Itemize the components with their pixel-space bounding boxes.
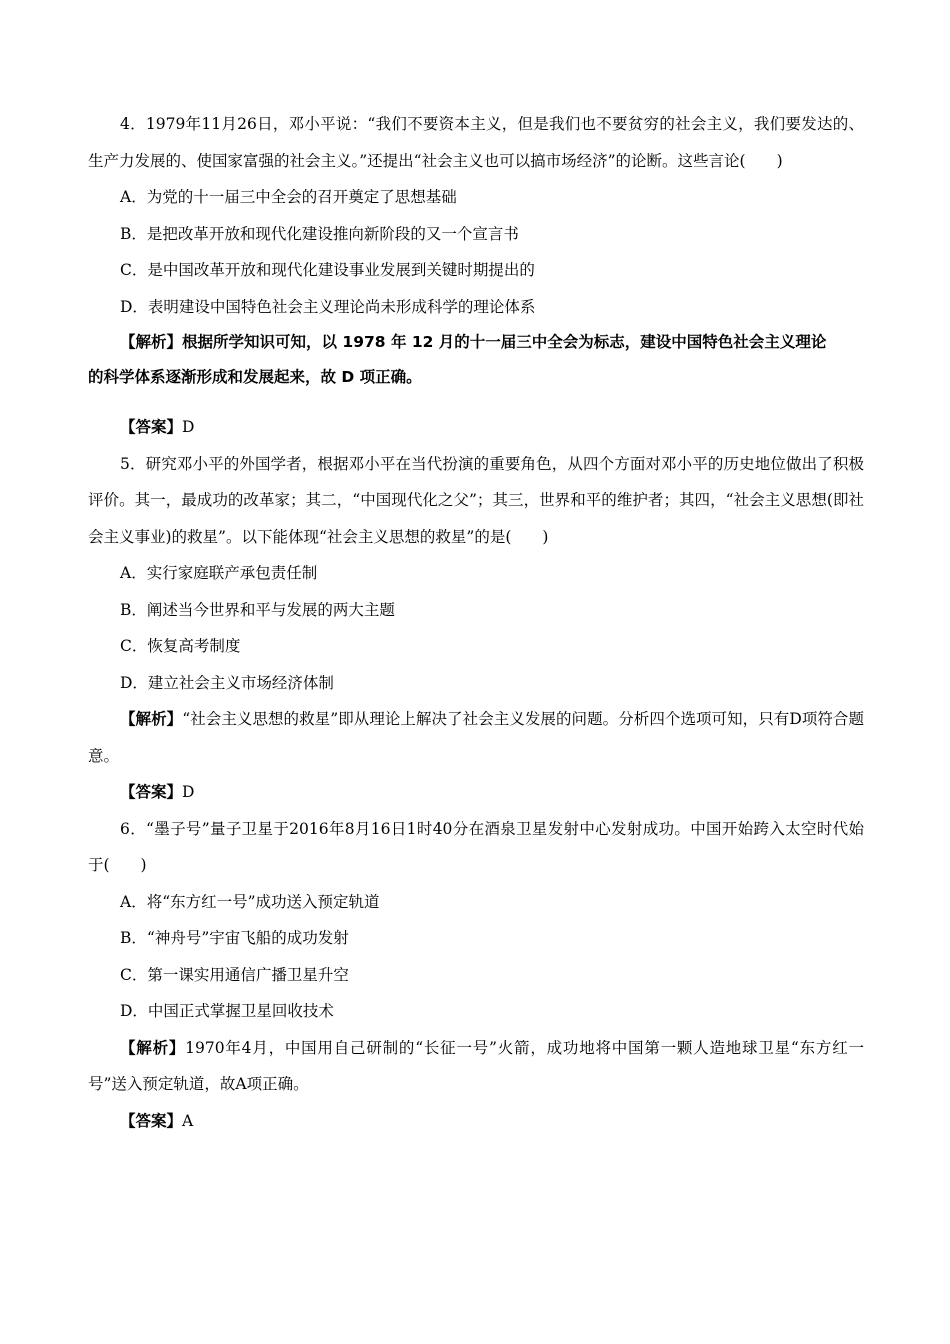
- option-a: A．将“东方红一号”成功送入预定轨道: [120, 892, 380, 911]
- analysis-text-line-2: 的科学体系逐渐形成和发展起来，故 D 项正确。: [88, 368, 422, 386]
- analysis-block: [88, 325, 864, 395]
- question-5: [88, 446, 864, 811]
- analysis-tag: 【解析】: [120, 333, 183, 351]
- analysis-block: [88, 701, 864, 774]
- option-d: D．中国正式掌握卫星回收技术: [120, 1002, 334, 1020]
- question-stem: 4．1979年11月26日，邓小平说：“我们不要资本主义，但是我们也不要贫穷的社会主义，我们要发达的、生产力发展的、使国家富强的社会主义。”还提出“社会主义也可以搞市场经济”的论断。这些言论( ): [88, 115, 864, 170]
- option-d: D．建立社会主义市场经济体制: [120, 673, 334, 692]
- option-d: D．表明建设中国特色社会主义理论尚未形成科学的理论体系: [120, 297, 536, 316]
- answer-value: D: [182, 418, 195, 436]
- option-b: B．是把改革开放和现代化建设推向新阶段的又一个宣言书: [120, 224, 519, 243]
- analysis-text-line-1: 根据所学知识可知，以 1978 年 12 月的十一届三中全会为标志，建设中国特色社会主义理论: [182, 333, 827, 351]
- option-c: C．第一课实用通信广播卫星升空: [120, 965, 349, 984]
- analysis-tag: 【解析】: [120, 1037, 186, 1057]
- answer-tag: 【答案】: [120, 417, 183, 436]
- analysis-block: [88, 1030, 864, 1103]
- option-b: B．“神舟号”宇宙飞船的成功发射: [120, 929, 349, 947]
- question-stem: 6．“墨子号”量子卫星于2016年8月16日1时40分在酒泉卫星发射中心发射成功。中国开始跨入太空时代始于( ): [88, 819, 864, 874]
- answer-tag: 【答案】: [120, 782, 183, 801]
- answer-line: [88, 1103, 864, 1140]
- question-4: [88, 106, 864, 446]
- option-c: C．是中国改革开放和现代化建设事业发展到关键时期提出的: [120, 261, 535, 279]
- document-page: [88, 106, 864, 1139]
- answer-line: [88, 774, 864, 811]
- analysis-text: “社会主义思想的救星”即从理论上解决了社会主义发展的问题。分析四个选项可知，只有D项符合题意。: [88, 710, 864, 765]
- analysis-text: 1970年4月，中国用自己研制的“长征一号”火箭，成功地将中国第一颗人造地球卫星“东方红一号”送入预定轨道，故A项正确。: [88, 1038, 864, 1093]
- option-b: B．阐述当今世界和平与发展的两大主题: [120, 600, 395, 619]
- analysis-tag: 【解析】: [120, 709, 183, 728]
- answer-tag: 【答案】: [120, 1110, 183, 1130]
- answer-value: D: [182, 783, 195, 801]
- option-a: A．实行家庭联产承包责任制: [120, 564, 318, 582]
- option-a: A．为党的十一届三中全会的召开奠定了思想基础: [120, 188, 457, 206]
- answer-value: A: [182, 1111, 194, 1130]
- question-stem: 5．研究邓小平的外国学者，根据邓小平在当代扮演的重要角色，从四个方面对邓小平的历史地位做出了积极评价。其一，最成功的改革家；其二，“中国现代化之父”；其三，世界和平的维护者；其四，“社会主义思想(即社会主义事业)的救星”。以下能体现“社会主义思想的救星”的是( ): [88, 454, 864, 546]
- question-6: [88, 811, 864, 1140]
- answer-line: [88, 409, 864, 446]
- option-c: C．恢复高考制度: [120, 637, 241, 655]
